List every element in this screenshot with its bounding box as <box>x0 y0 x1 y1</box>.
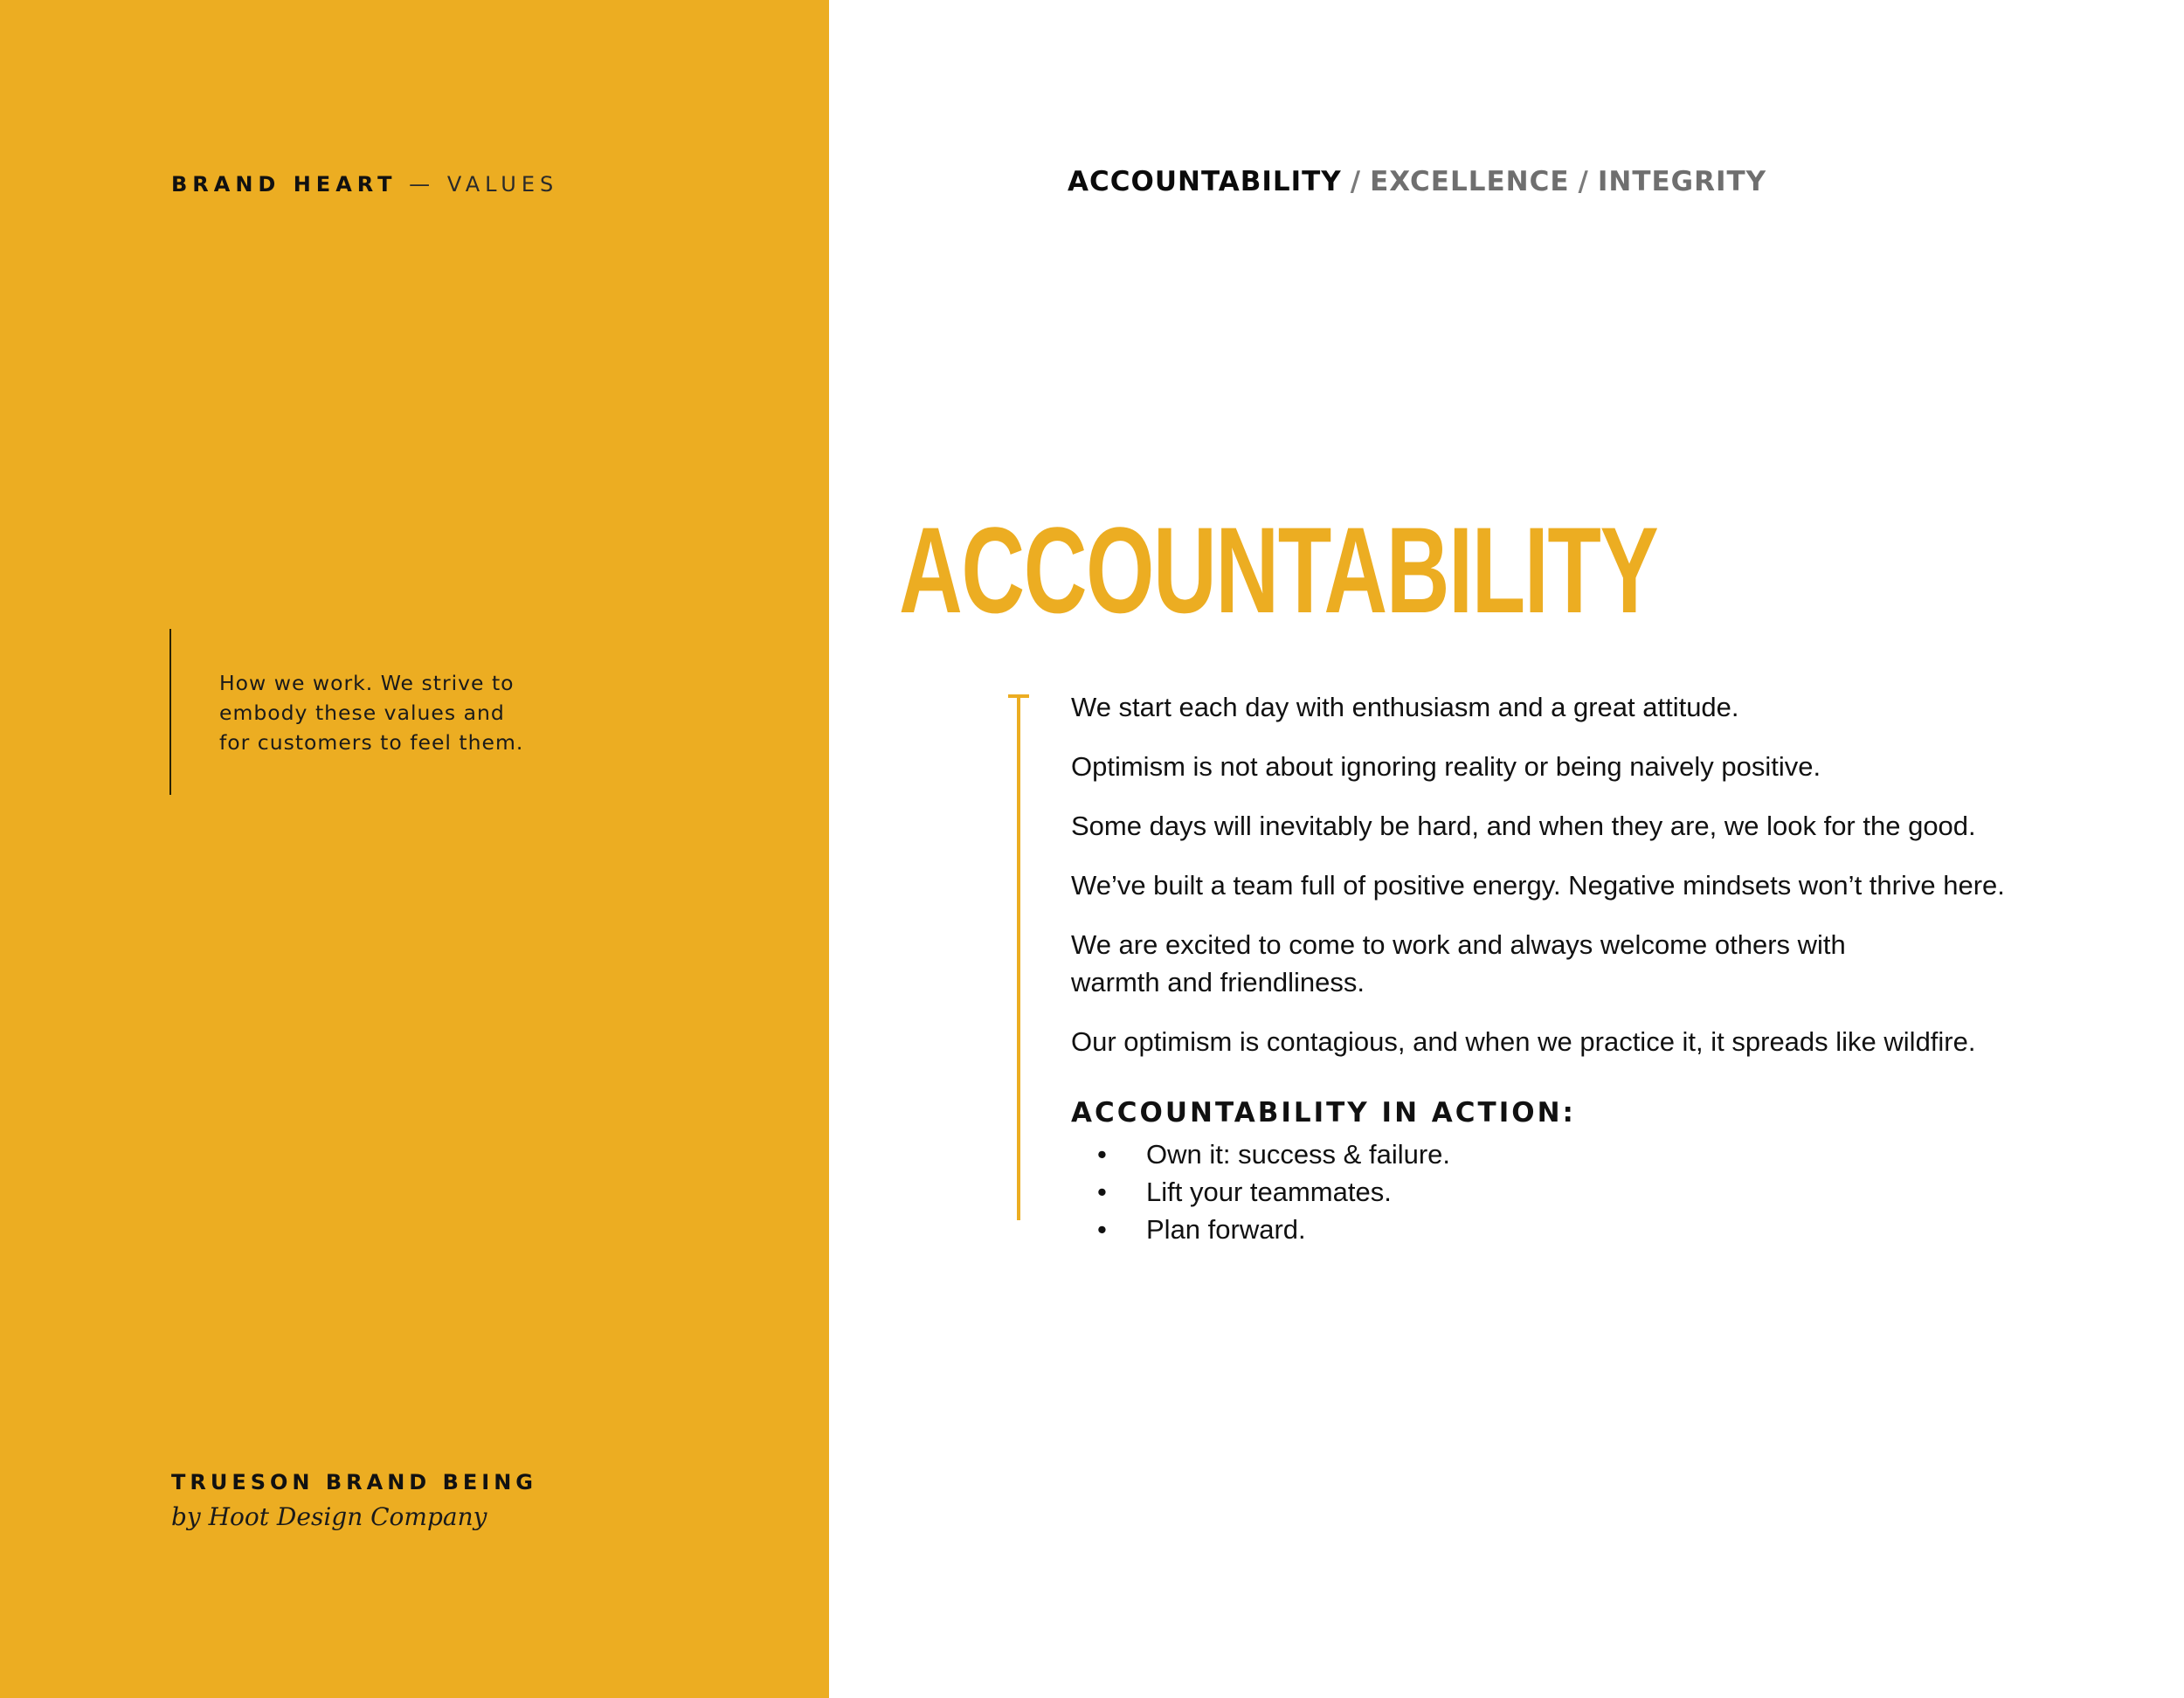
paragraph: Our optimism is contagious, and when we practice it, it spreads like wildfire. <box>1071 1026 1976 1057</box>
section-label <box>171 171 558 197</box>
list-item-text: Own it: success & failure. <box>1146 1139 1451 1170</box>
bullet-icon: • <box>1097 1177 1107 1207</box>
bullet-icon: • <box>1097 1139 1107 1170</box>
paragraph: Optimism is not about ignoring reality or being naively positive. <box>1071 751 1821 782</box>
section-label-dash: — <box>397 172 447 197</box>
list-item-text: Lift your teammates. <box>1146 1177 1392 1207</box>
footer-brand: TRUESON BRAND BEING <box>171 1470 537 1494</box>
nav-item-accountability: ACCOUNTABILITY <box>1068 166 1342 197</box>
sidebar-panel <box>0 0 829 1698</box>
footer-credit: by Hoot Design Company <box>171 1502 487 1531</box>
paragraph-line: We are excited to come to work and always welcome others with <box>1071 929 1846 960</box>
intro-line: How we work. We strive to <box>219 671 515 695</box>
intro-text <box>219 668 534 757</box>
list-item-text: Plan forward. <box>1146 1214 1306 1245</box>
bullet-icon: • <box>1097 1214 1107 1245</box>
accent-rule <box>1017 696 1020 1220</box>
action-heading: ACCOUNTABILITY IN ACTION: <box>1071 1097 1576 1129</box>
intro-line: for customers to feel them. <box>219 730 524 755</box>
list-item <box>1071 1173 2032 1211</box>
paragraph: We’ve built a team full of positive energy. Negative mindsets won’t thrive here. <box>1071 870 2005 901</box>
paragraph <box>1071 926 2032 1001</box>
nav-separator: / <box>1578 166 1589 197</box>
nav-separator: / <box>1350 166 1362 197</box>
nav-item-integrity: INTEGRITY <box>1597 166 1767 197</box>
paragraph-line: warmth and friendliness. <box>1071 967 1365 997</box>
intro-line: embody these values and <box>219 701 505 725</box>
section-label-strong: BRAND HEART <box>171 172 397 197</box>
paragraph: We start each day with enthusiasm and a great attitude. <box>1071 692 1739 722</box>
action-list <box>1071 1135 2032 1248</box>
list-item <box>1071 1135 2032 1173</box>
section-label-light: VALUES <box>446 172 559 197</box>
intro-rule <box>169 629 171 795</box>
paragraph: Some days will inevitably be hard, and when they are, we look for the good. <box>1071 811 1976 841</box>
list-item <box>1071 1211 2032 1248</box>
values-nav <box>1068 164 1766 199</box>
value-description <box>1071 688 2032 1248</box>
nav-item-excellence: EXCELLENCE <box>1370 166 1570 197</box>
page-title: ACCOUNTABILITY <box>899 501 1658 638</box>
